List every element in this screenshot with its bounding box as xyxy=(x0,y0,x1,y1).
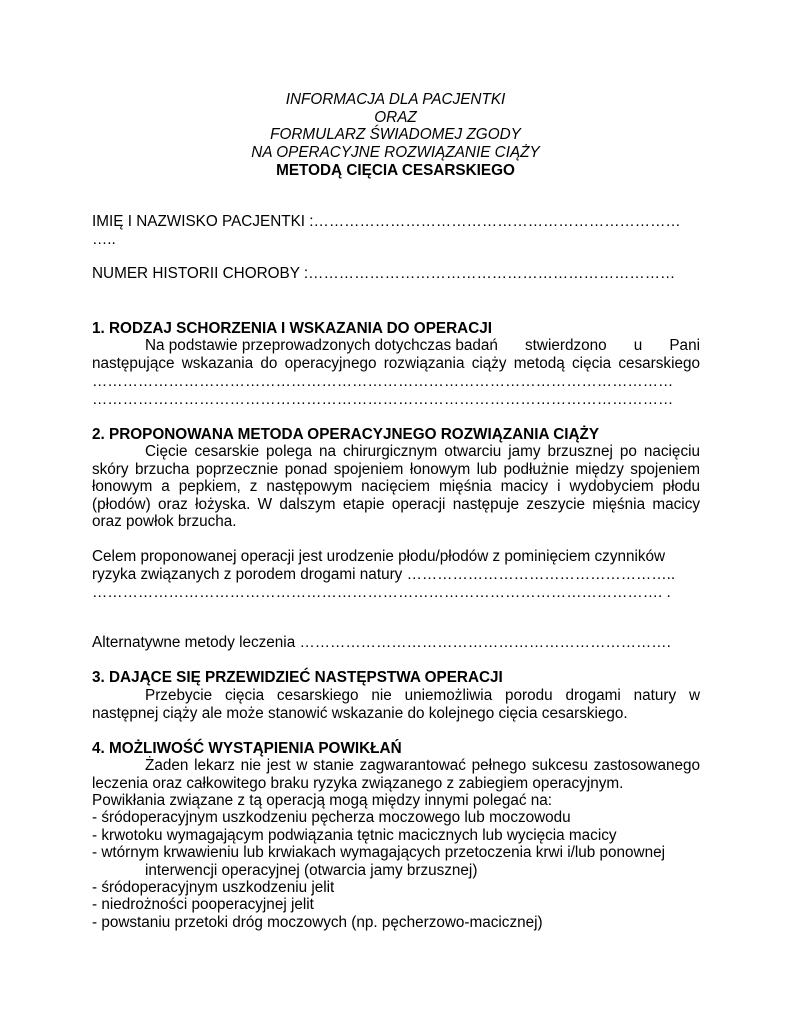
section-1-dots-1: …………………………………………………………………………………………………… xyxy=(92,373,674,390)
patient-name-dots: ……………………………………………………………… xyxy=(313,213,681,230)
section-3-line-1: Przebycie cięcia cesarskiego nie uniemożliwia porodu drogami natury w xyxy=(145,687,700,704)
title-line-5: METODĄ CIĘCIA CESARSKIEGO xyxy=(276,162,515,179)
title-line-3: FORMULARZ ŚWIADOMEJ ZGODY xyxy=(270,126,521,143)
section-3-line-2: następnej ciąży ale może stanowić wskazanie do kolejnego cięcia cesarskiego. xyxy=(92,705,628,722)
complication-item: - śródoperacyjnym uszkodzeniu pęcherza moczowego lub moczowodu xyxy=(92,809,571,826)
section-1-line-2: następujące wskazania do operacyjnego rozwiązania ciąży metodą cięcia cesarskiego xyxy=(92,355,700,372)
title-line-1: INFORMACJA DLA PACJENTKI xyxy=(285,91,506,108)
section-1-line-1 xyxy=(145,337,700,355)
section-3-heading: 3. DAJĄCE SIĘ PRZEWIDZIEĆ NASTĘPSTWA OPERACJI xyxy=(92,669,503,686)
section-1-line-1a: Na podstawie przeprowadzonych dotychczas badań xyxy=(145,337,498,354)
section-2-p1-line-4: (płodów) oraz łożyska. W dalszym etapie operacji następuje zeszycie mięśnia macicy xyxy=(92,496,700,513)
title-line-2: ORAZ xyxy=(374,109,417,126)
section-2-p1-line-2: skóry brzucha poprzecznie ponad spojeniem łonowym lub podłużnie między spojeniem xyxy=(92,461,700,478)
section-1-line-1c: u xyxy=(633,337,643,354)
section-2-p2-line-2: ryzyka związanych z porodem drogami natury …………………………………………….. xyxy=(92,566,676,583)
complication-item-continuation: interwencji operacyjnej (otwarcia jamy brzusznej) xyxy=(145,862,478,879)
section-1-line-1d: Pani xyxy=(669,337,700,354)
section-1-dots-2: …………………………………………………………………………………………………… xyxy=(92,391,674,408)
complication-item: - krwotoku wymagającym podwiązania tętnic macicznych lub wycięcia macicy xyxy=(92,827,617,844)
section-1-heading: 1. RODZAJ SCHORZENIA I WSKAZANIA DO OPERACJI xyxy=(92,320,493,337)
section-2-p1-line-3: łonowym a pepkiem, z następowym nacięciem mięśnia macicy i wydobyciem płodu xyxy=(92,478,700,495)
complication-item: - wtórnym krwawieniu lub krwiakach wymagających przetoczenia krwi i/lub ponownej xyxy=(92,844,666,861)
section-2-p2-line-1: Celem proponowanej operacji jest urodzenie płodu/płodów z pominięciem czynników xyxy=(92,548,666,565)
patient-name-label: IMIĘ I NAZWISKO PACJENTKI : xyxy=(92,213,314,230)
complication-item: - śródoperacyjnym uszkodzeniu jelit xyxy=(92,879,335,896)
history-number-dots: ……………………………………………………………… xyxy=(308,265,676,282)
section-2-p2-line-3: …………………………………………………………………………………………………. . xyxy=(92,584,671,601)
history-number-field xyxy=(92,265,675,283)
patient-name-field xyxy=(92,213,681,231)
section-4-line-1: Żaden lekarz nie jest w stanie zagwarantować pełnego sukcesu zastosowanego xyxy=(145,757,700,774)
section-1-line-1b: stwierdzono xyxy=(525,337,607,354)
history-number-label: NUMER HISTORII CHOROBY : xyxy=(92,265,309,282)
complication-item: - powstaniu przetoki dróg moczowych (np. pęcherzowo-macicznej) xyxy=(92,914,543,931)
section-2-p1-line-5: oraz powłok brzucha. xyxy=(92,513,237,530)
section-4-heading: 4. MOŻLIWOŚĆ WYSTĄPIENIA POWIKŁAŃ xyxy=(92,740,402,757)
section-2-heading: 2. PROPONOWANA METODA OPERACYJNEGO ROZWIĄZANIA CIĄŻY xyxy=(92,426,600,443)
alternative-methods-line: Alternatywne metody leczenia ………………………………………………………………. xyxy=(92,634,671,651)
title-line-4: NA OPERACYJNE ROZWIĄZANIE CIĄŻY xyxy=(251,144,540,161)
section-4-line-2: leczenia oraz całkowitego braku ryzyka związanego z zabiegiem operacyjnym. xyxy=(92,775,624,792)
section-4-line-3: Powikłania związane z tą operacją mogą między innymi polegać na: xyxy=(92,792,552,809)
patient-name-dots-continuation: ….. xyxy=(92,231,116,248)
complication-item: - niedrożności pooperacyjnej jelit xyxy=(92,896,314,913)
section-2-p1-line-1: Cięcie cesarskie polega na chirurgicznym otwarciu jamy brzusznej po nacięciu xyxy=(145,443,700,460)
